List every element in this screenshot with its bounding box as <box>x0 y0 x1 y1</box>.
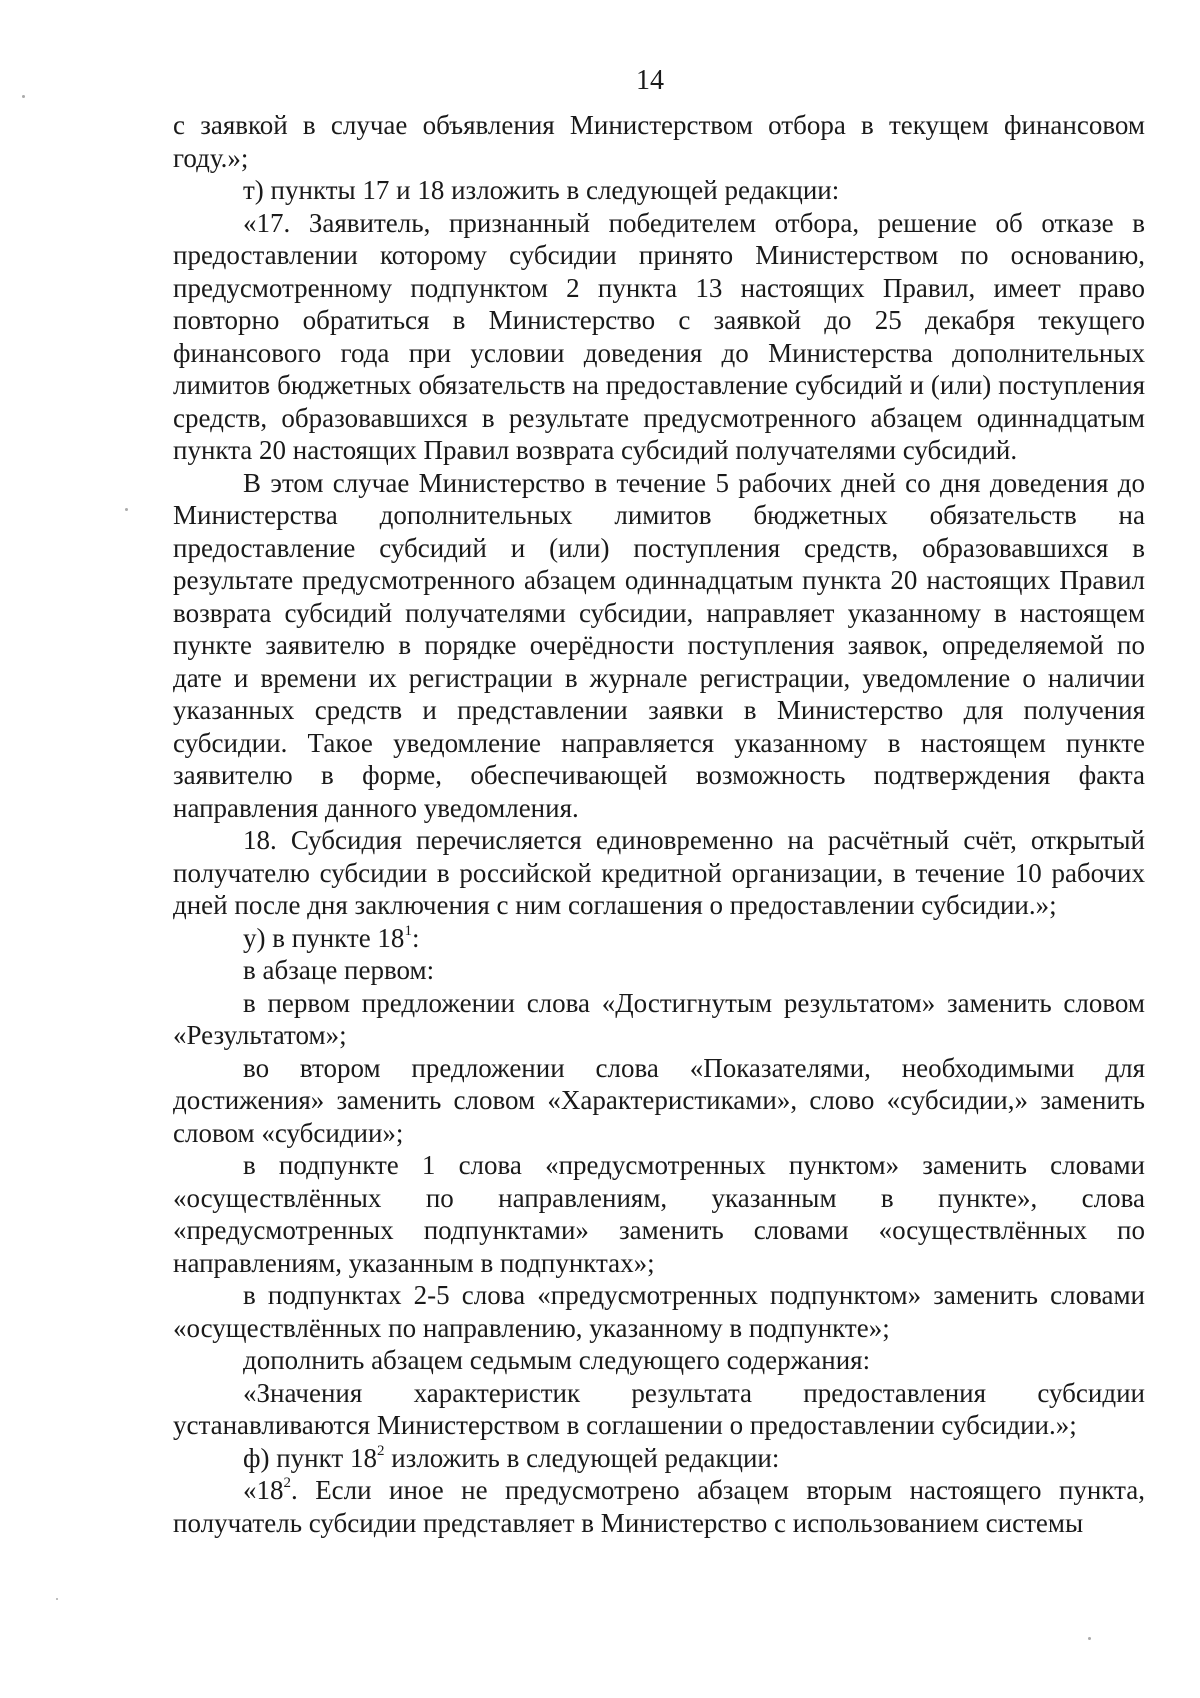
paragraph-item-u <box>173 922 1145 955</box>
paragraph-item-f-text: ф) пункт 18 <box>243 1442 377 1473</box>
paragraph-rule-18-2-start: «18 <box>243 1475 284 1505</box>
scan-speck <box>125 508 128 511</box>
paragraph-rule-18-2-text: . Если иное не предусмотрено абзацем вторым настоящего пункта, получатель субсидии представляет в Министерство с использованием системы <box>173 1475 1145 1538</box>
scan-speck <box>1088 1637 1091 1640</box>
page-number: 14 <box>636 65 664 96</box>
paragraph-item-f-tail: изложить в следующей редакции: <box>384 1442 780 1473</box>
paragraph-continuation: с заявкой в случае объявления Министерством отбора в текущем финансовом году.»; <box>173 110 1145 173</box>
scan-speck <box>22 95 25 98</box>
document-body <box>173 109 1145 1539</box>
superscript: 1 <box>404 922 412 939</box>
superscript: 2 <box>376 1442 385 1459</box>
paragraph-subitems-2-5: в подпунктах 2-5 слова «предусмотренных подпунктом» заменить словами «осуществлённых по направлению, указанному в подпункте»; <box>173 1280 1145 1343</box>
paragraph-rule-17: «17. Заявитель, признанный победителем отбора, решение об отказе в предоставлении которому субсидии принято Министерством по основанию, предусмотренному подпунктом 2 пункта 13 настоящих Правил, имеет право повторно обратиться в Министерство с заявкой до 25 декабря текущего финансового года при условии доведения до Министерства дополнительных лимитов бюджетных обязательств на предоставление субсидий и (или) поступления средств, образовавшихся в результате предусмотренного абзацем одиннадцатым пункта 20 настоящих Правил возврата субсидий получателями субсидий. <box>173 207 1145 465</box>
paragraph-item-u-text: у) в пункте 18 <box>243 922 405 953</box>
paragraph-item-t: т) пункты 17 и 18 изложить в следующей редакции: <box>243 175 840 205</box>
superscript: 2 <box>283 1475 291 1491</box>
paragraph-first-sentence: в первом предложении слова «Достигнутым результатом» заменить словом «Результатом»; <box>173 987 1145 1050</box>
paragraph-rule-18: 18. Субсидия перечисляется единовременно на расчётный счёт, открытый получателю субсидии в российской кредитной организации, в течение 10 рабочих дней после дня заключения с ним соглашения о предоставлении субсидии.»; <box>173 825 1145 920</box>
paragraph-subitem-1: в подпункте 1 слова «предусмотренных пунктом» заменить словами «осуществлённых по направлениям, указанным в пункте», слова «предусмотренных подпунктами» заменить словами «осуществлённых по направлениям, указанным в подпунктах»; <box>173 1150 1145 1278</box>
paragraph-second-sentence: во втором предложении слова «Показателями, необходимыми для достижения» заменить словом «Характеристиками», слово «субсидии,» заменить словом «субсидии»; <box>173 1052 1145 1148</box>
paragraph-characteristics: «Значения характеристик результата предоставления субсидии устанавливаются Министерством в соглашении о предоставлении субсидии.»; <box>173 1377 1145 1440</box>
paragraph-item-f <box>173 1442 1145 1475</box>
paragraph-first-abzac: в абзаце первом: <box>243 955 435 985</box>
paragraph-add-seventh: дополнить абзацем седьмым следующего содержания: <box>243 1345 871 1375</box>
paragraph-item-u-tail: : <box>411 922 420 953</box>
paragraph-rule-18-2 <box>173 1474 1145 1539</box>
scan-speck <box>56 1598 58 1600</box>
paragraph-rule-17-case: В этом случае Министерство в течение 5 рабочих дней со дня доведения до Министерства дополнительных лимитов бюджетных обязательств на предоставление субсидий и (или) поступления средств, образовавшихся в результате предусмотренного абзацем одиннадцатым пункта 20 настоящих Правил возврата субсидий получателями субсидии, направляет указанному в настоящем пункте заявителю в порядке очерёдности поступления заявок, определяемой по дате и времени их регистрации в журнале регистрации, уведомление о наличии указанных средств и представлении заявки в Министерство для получения субсидии. Такое уведомление направляется указанному в настоящем пункте заявителю в форме, обеспечивающей возможность подтверждения факта направления данного уведомления. <box>173 467 1145 823</box>
